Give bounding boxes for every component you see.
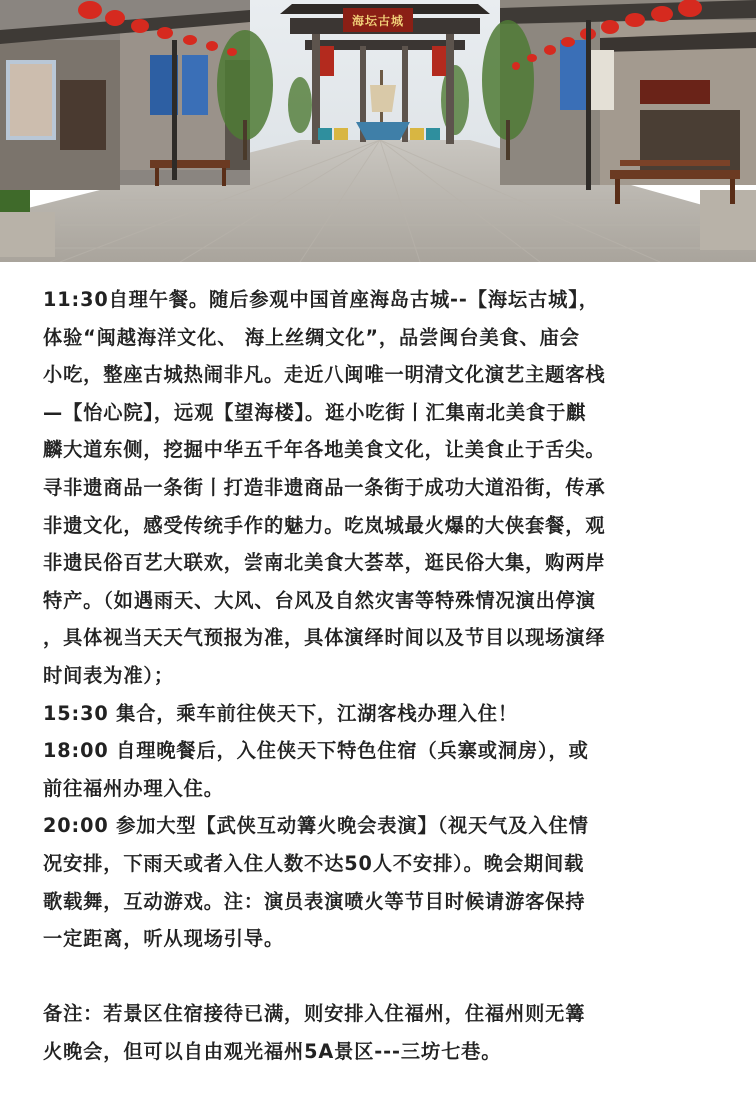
paragraph [43,281,743,695]
paragraph [43,695,743,733]
paragraph [43,807,743,957]
text-line: 备注：若景区住宿接待已满，则安排入住福州，住福州则无篝 [43,1002,586,1026]
text-line: 前往福州办理入住。 [43,776,224,800]
text-line: 歌载舞，互动游戏。注：演员表演喷火等节目时候请游客保持 [43,889,586,913]
text-line: 小吃，整座古城热闹非凡。走近八闽唯一明清文化演艺主题客栈 [43,363,606,387]
street-photo [0,0,756,262]
paragraph [43,995,743,1070]
text-line: 15:30 集合，乘车前往侠天下，江湖客栈办理入住！ [43,701,518,725]
text-line: 11:30自理午餐。随后参观中国首座海岛古城--【海坛古城】， [43,288,599,311]
text-line: 体验“闽越海洋文化、 海上丝绸文化”，品尝闽台美食、庙会 [43,325,580,349]
paragraph [43,732,743,807]
text-line: 时间表为准）； [43,663,175,687]
text-line: 况安排，下雨天或者入住人数不达50人不安排）。晚会期间载 [43,851,585,875]
text-line: ，具体视当天天气预报为准，具体演绎时间以及节目以现场演绎 [43,626,606,650]
gate-sign: 海坛古城 [351,14,405,28]
text-line: 20:00 参加大型【武侠互动篝火晚会表演】（视天气及入住情 [43,814,589,838]
text-line: 特产。（如遇雨天、大风、台风及自然灾害等特殊情况演出停演 [43,588,596,612]
text-line: 一定距离，听从现场引导。 [43,927,285,951]
text-line: 非遗文化，感受传统手作的魅力。吃岚城最火爆的大侠套餐，观 [43,513,606,537]
text-line: 火晚会，但可以自由观光福州5A景区---三坊七巷。 [43,1039,502,1063]
text-line: 寻非遗商品一条街丨打造非遗商品一条街于成功大道沿街，传承 [43,475,606,499]
text-line: 非遗民俗百艺大联欢，尝南北美食大荟萃，逛民俗大集，购两岸 [43,551,606,575]
text-line: —【怡心院】，远观【望海楼】。逛小吃街丨汇集南北美食于麒 [43,400,587,424]
text-line: 麟大道东侧，挖掘中华五千年各地美食文化，让美食止于舌尖。 [43,438,606,462]
paragraph-gap [43,958,743,996]
itinerary-text [43,281,743,1070]
text-line: 18:00 自理晚餐后，入住侠天下特色住宿（兵寨或洞房），或 [43,739,589,763]
